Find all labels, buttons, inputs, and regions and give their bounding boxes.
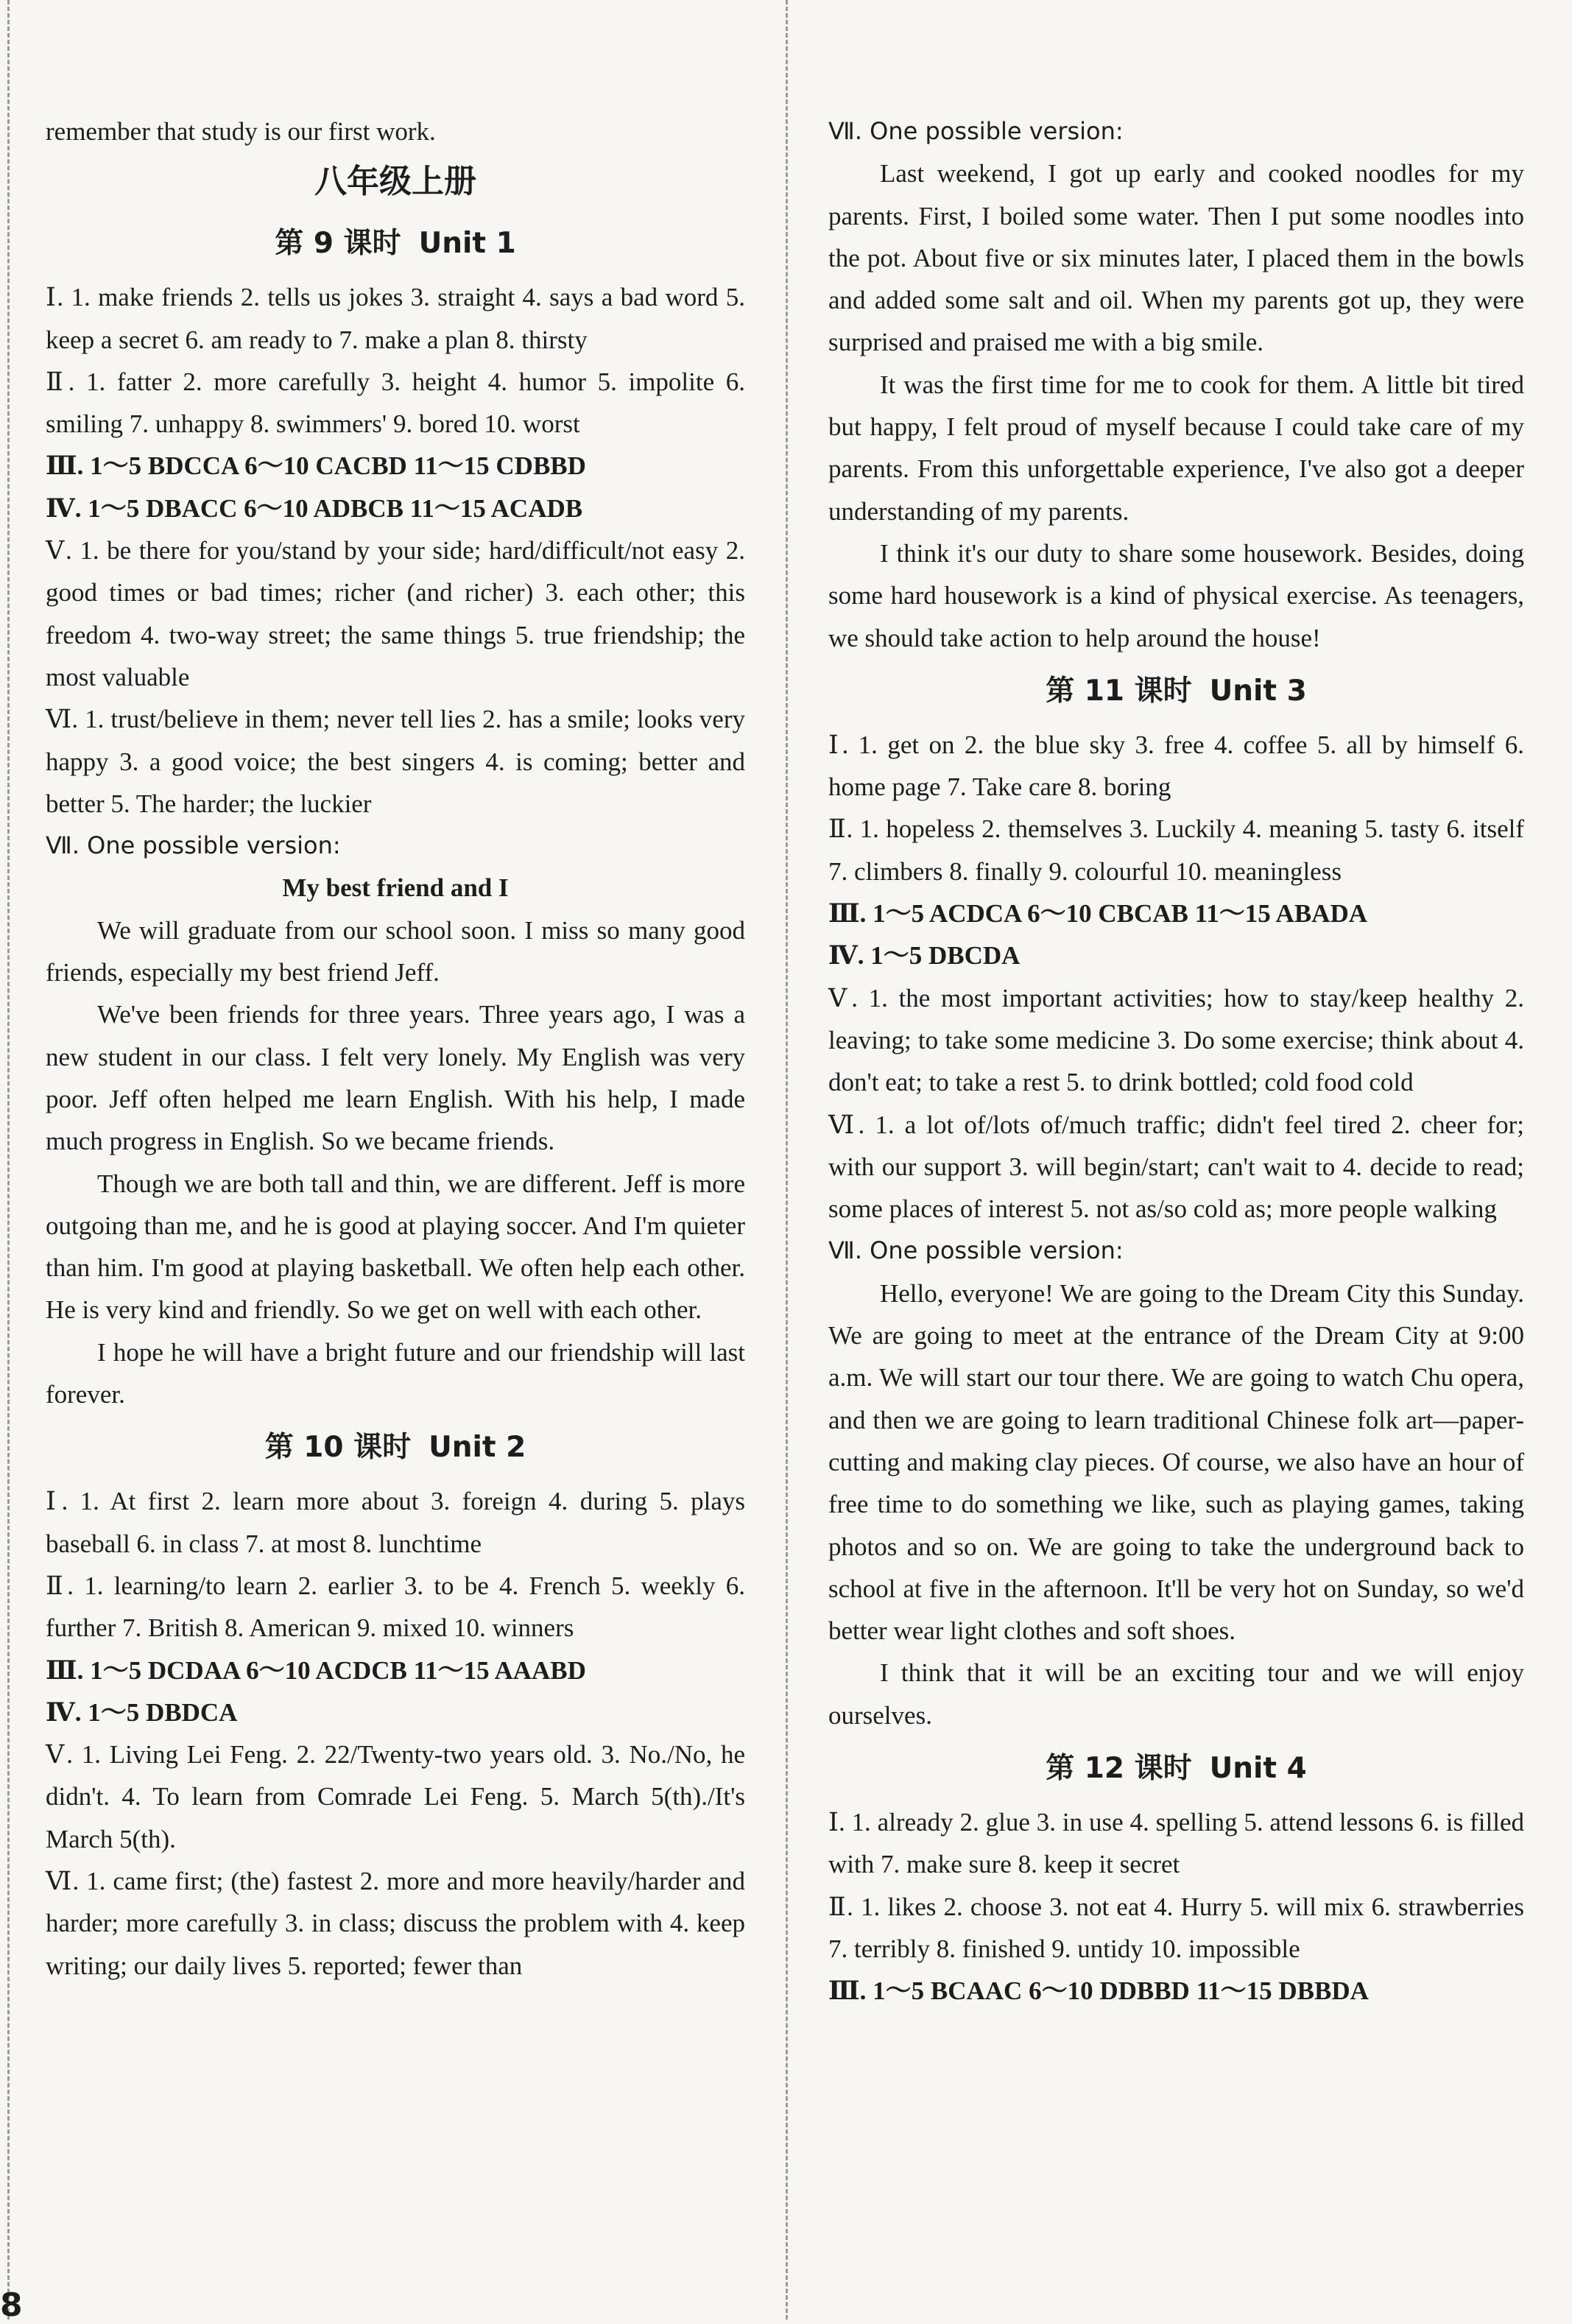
essay-paragraph: Though we are both tall and thin, we are different. Jeff is more outgoing than me, and he is good at playing soccer. And I'm quieter than him. I'm good at playing basketball. We often help each other. He is very kind and friendly. So we get on well with each other.: [46, 1169, 745, 1325]
answer-line: Ⅲ. 1～5 DCDAA 6～10 ACDCB 11～15 AAABD: [46, 1655, 586, 1685]
answer-line: Ⅴ. 1. the most important activities; how to stay/keep healthy 2. leaving; to take some medicine 3. Do some exercise; think about 4. don't eat; to take a rest 5. to drink bottled; cold food cold: [828, 983, 1524, 1097]
unit-label: Unit 4: [1209, 1751, 1307, 1785]
essay-label: Ⅶ. One possible version:: [828, 1236, 1124, 1265]
page-number: 8: [0, 2286, 23, 2324]
answer-line: Ⅴ. 1. be there for you/stand by your side; hard/difficult/not easy 2. good times or bad times; richer (and richer) 3. each other; this freedom 4. two-way street; the same things 5. true friendship; the most valuable: [46, 536, 745, 691]
essay-label: Ⅶ. One possible version:: [46, 831, 341, 860]
section-heading: [46, 1418, 745, 1477]
answer-line: Ⅳ. 1～5 DBCDA: [828, 941, 1021, 971]
right-column: [828, 110, 1524, 2012]
answer-line: Ⅰ. 1. At first 2. learn more about 3. foreign 4. during 5. plays baseball 6. in class 7. at most 8. lunchtime: [46, 1487, 745, 1558]
essay-label: Ⅶ. One possible version:: [828, 117, 1124, 145]
answer-line: Ⅱ. 1. fatter 2. more carefully 3. height 4. humor 5. impolite 6. smiling 7. unhappy 8. swimmers' 9. bored 10. worst: [46, 367, 745, 439]
answer-line: Ⅱ. 1. learning/to learn 2. earlier 3. to be 4. French 5. weekly 6. further 7. British 8. American 9. mixed 10. winners: [46, 1571, 745, 1643]
essay-paragraph: I think it's our duty to share some housework. Besides, doing some hard housework is a kind of physical exercise. As teenagers, we should take action to help around the house!: [828, 538, 1524, 652]
left-margin-rule: [7, 0, 10, 2320]
essay-paragraph: We've been friends for three years. Three years ago, I was a new student in our class. I felt very lonely. My English was very poor. Jeff often helped me learn English. With his help, I made much progress in English. So we became friends.: [46, 1000, 745, 1156]
essay-paragraph: I hope he will have a bright future and our friendship will last forever.: [46, 1337, 745, 1409]
answer-line: Ⅰ. 1. already 2. glue 3. in use 4. spelling 5. attend lessons 6. is filled with 7. make sure 8. keep it secret: [828, 1807, 1524, 1879]
answer-line: Ⅳ. 1～5 DBDCA: [46, 1697, 238, 1727]
section-heading: [46, 214, 745, 273]
essay-paragraph: I think that it will be an exciting tour and we will enjoy ourselves.: [828, 1658, 1524, 1730]
answer-line: Ⅰ. 1. make friends 2. tells us jokes 3. straight 4. says a bad word 5. keep a secret 6. am ready to 7. make a plan 8. thirsty: [46, 283, 745, 354]
essay-title: My best friend and I: [282, 873, 509, 903]
lesson-label: 第 11 课时: [1046, 674, 1192, 708]
unit-label: Unit 3: [1209, 674, 1307, 708]
answer-line: Ⅴ. 1. Living Lei Feng. 2. 22/Twenty-two years old. 3. No./No, he didn't. 4. To learn from Comrade Lei Feng. 5. March 5(th)./It's March 5(th).: [46, 1740, 745, 1853]
essay-paragraph: We will graduate from our school soon. I miss so many good friends, especially my best friend Jeff.: [46, 915, 745, 987]
answer-line: Ⅱ. 1. likes 2. choose 3. not eat 4. Hurry 5. will mix 6. strawberries 7. terribly 8. finished 9. untidy 10. impossible: [828, 1892, 1524, 1963]
section-heading: [828, 662, 1524, 721]
answer-line: Ⅲ. 1～5 BCAAC 6～10 DDBBD 11～15 DBBDA: [828, 1976, 1369, 2006]
section-heading: [828, 1739, 1524, 1798]
lesson-label: 第 9 课时: [275, 227, 401, 261]
unit-label: Unit 1: [418, 227, 516, 261]
unit-label: Unit 2: [429, 1431, 526, 1465]
answer-line: Ⅰ. 1. get on 2. the blue sky 3. free 4. coffee 5. all by himself 6. home page 7. Take care 8. boring: [828, 730, 1524, 802]
carry-over-line: remember that study is our first work.: [46, 117, 436, 146]
left-column: [46, 110, 745, 1987]
essay-paragraph: Hello, everyone! We are going to the Dream City this Sunday. We are going to meet at the entrance of the Dream City at 9:00 a.m. We will start our tour there. We are going to watch Chu opera, and then we are going to learn traditional Chinese folk art—paper-cutting and making clay pieces. Of course, we also have an hour of free time to do something we like, such as playing games, taking photos and so on. We are going to take the underground back to school at five in the afternoon. It'll be very hot on Sunday, so we'd better wear light clothes and soft shoes.: [828, 1278, 1524, 1646]
book-title: 八年级上册: [314, 163, 476, 201]
answer-line: Ⅳ. 1～5 DBACC 6～10 ADBCB 11～15 ACADB: [46, 493, 583, 523]
answer-line: Ⅵ. 1. a lot of/lots of/much traffic; didn't feel tired 2. cheer for; with our support 3. will begin/start; can't wait to 4. decide to read; some places of interest 5. not as/so cold as; more people walking: [828, 1110, 1524, 1224]
answer-line: Ⅱ. 1. hopeless 2. themselves 3. Luckily 4. meaning 5. tasty 6. itself 7. climbers 8. finally 9. colourful 10. meaningless: [828, 814, 1524, 886]
answer-line: Ⅲ. 1～5 BDCCA 6～10 CACBD 11～15 CDBBD: [46, 451, 586, 481]
essay-paragraph: Last weekend, I got up early and cooked noodles for my parents. First, I boiled some water. Then I put some noodles into the pot. About five or six minutes later, I placed them in the bowls and added some salt and oil. When my parents got up, they were surprised and praised me with a big smile.: [828, 159, 1524, 357]
column-divider: [786, 0, 788, 2320]
essay-paragraph: It was the first time for me to cook for them. A little bit tired but happy, I felt proud of myself because I could take care of my parents. From this unforgettable experience, I've also got a deeper understanding of my parents.: [828, 370, 1524, 526]
answer-line: Ⅵ. 1. came first; (the) fastest 2. more and more heavily/harder and harder; more carefully 3. in class; discuss the problem with 4. keep writing; our daily lives 5. reported; fewer than: [46, 1866, 745, 1980]
answer-line: Ⅵ. 1. trust/believe in them; never tell lies 2. has a smile; looks very happy 3. a good voice; the best singers 4. is coming; better and better 5. The harder; the luckier: [46, 705, 745, 818]
answer-line: Ⅲ. 1～5 ACDCA 6～10 CBCAB 11～15 ABADA: [828, 899, 1367, 929]
lesson-label: 第 12 课时: [1046, 1751, 1192, 1785]
lesson-label: 第 10 课时: [264, 1431, 412, 1465]
